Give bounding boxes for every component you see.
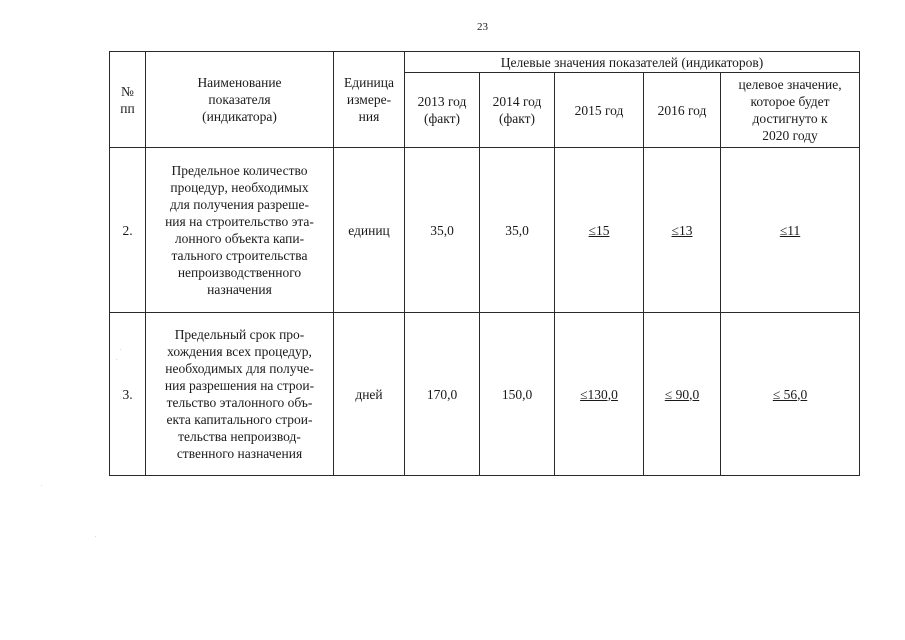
value-2016: ≤13: [644, 148, 721, 313]
header-year-line: которое будет: [750, 94, 830, 109]
value-2013: 170,0: [405, 313, 480, 476]
indicator-name-line: тельство эталонного объ-: [166, 395, 313, 410]
value-2015: ≤130,0: [555, 313, 644, 476]
header-name-line: показателя: [208, 92, 271, 107]
table-row: [110, 148, 860, 313]
indicator-name: [146, 313, 334, 476]
indicator-name: [146, 148, 334, 313]
unit-cell: единиц: [334, 148, 405, 313]
row-number: 3.: [110, 313, 146, 476]
indicator-name-line: непроизводственного: [177, 265, 302, 280]
row-number: 2.: [110, 148, 146, 313]
value-2020: ≤11: [721, 148, 860, 313]
header-year-line: 2020 году: [762, 128, 818, 143]
scan-speck: .: [120, 346, 122, 352]
header-unit-line: измере-: [346, 92, 392, 107]
indicator-name-line: Предельный срок про-: [174, 327, 305, 342]
header-name-line: Наименование: [197, 75, 282, 90]
scan-speck: .: [116, 356, 118, 362]
value-2015: ≤15: [555, 148, 644, 313]
header-num: [110, 52, 146, 148]
value-2013: 35,0: [405, 148, 480, 313]
indicator-name-line: лонного объекта капи-: [174, 231, 305, 246]
value-2014: 150,0: [480, 313, 555, 476]
indicator-name-line: процедур, необходимых: [170, 180, 309, 195]
header-year-line: целевое значение,: [738, 77, 842, 92]
header-unit-line: ния: [358, 109, 380, 124]
value-2016: ≤ 90,0: [644, 313, 721, 476]
header-year-2014: [480, 73, 555, 148]
header-name-line: (индикатора): [202, 109, 277, 124]
indicator-name-line: ния на строительство эта-: [165, 214, 314, 229]
header-year-line: достигнуто к: [752, 111, 828, 126]
indicator-name-line: необходимых для получе-: [165, 361, 314, 376]
header-name: [146, 52, 334, 148]
header-year-2015: [555, 73, 644, 148]
page-number: 23: [477, 21, 488, 33]
header-year-line: 2014 год: [492, 94, 542, 109]
header-year-line: 2015 год: [574, 102, 624, 118]
value-2014: 35,0: [480, 148, 555, 313]
header-year-line: (факт): [423, 111, 460, 126]
indicator-name-line: тального строительства: [171, 248, 308, 263]
indicator-name-line: ния разрешения на строи-: [164, 378, 315, 393]
indicator-name-line: хождения всех процедур,: [167, 344, 312, 359]
table-row: [110, 313, 860, 476]
scan-speck: .: [95, 533, 97, 539]
header-year-line: 2016 год: [657, 102, 707, 118]
header-year-2013: [405, 73, 480, 148]
indicator-name-line: ственного назначения: [176, 446, 303, 461]
unit-cell: дней: [334, 313, 405, 476]
header-num-line: №: [121, 83, 134, 99]
header-year-2016: [644, 73, 721, 148]
header-target-2020: [721, 73, 860, 148]
header-unit-line: Единица: [343, 75, 394, 90]
indicators-table: [109, 51, 860, 476]
header-target-group: Целевые значения показателей (индикаторов): [405, 52, 860, 73]
indicator-name-line: екта капитального строи-: [166, 412, 313, 427]
indicator-name-line: назначения: [207, 282, 272, 297]
scan-speck: .: [41, 482, 43, 488]
indicator-name-line: Предельное количество: [171, 163, 308, 178]
header-year-line: (факт): [498, 111, 535, 126]
value-2020: ≤ 56,0: [721, 313, 860, 476]
indicator-name-line: тельства непроизвод-: [178, 429, 301, 444]
header-num-line: пп: [120, 100, 135, 116]
header-unit: [334, 52, 405, 148]
header-year-line: 2013 год: [417, 94, 467, 109]
indicator-name-line: для получения разреше-: [170, 197, 309, 212]
